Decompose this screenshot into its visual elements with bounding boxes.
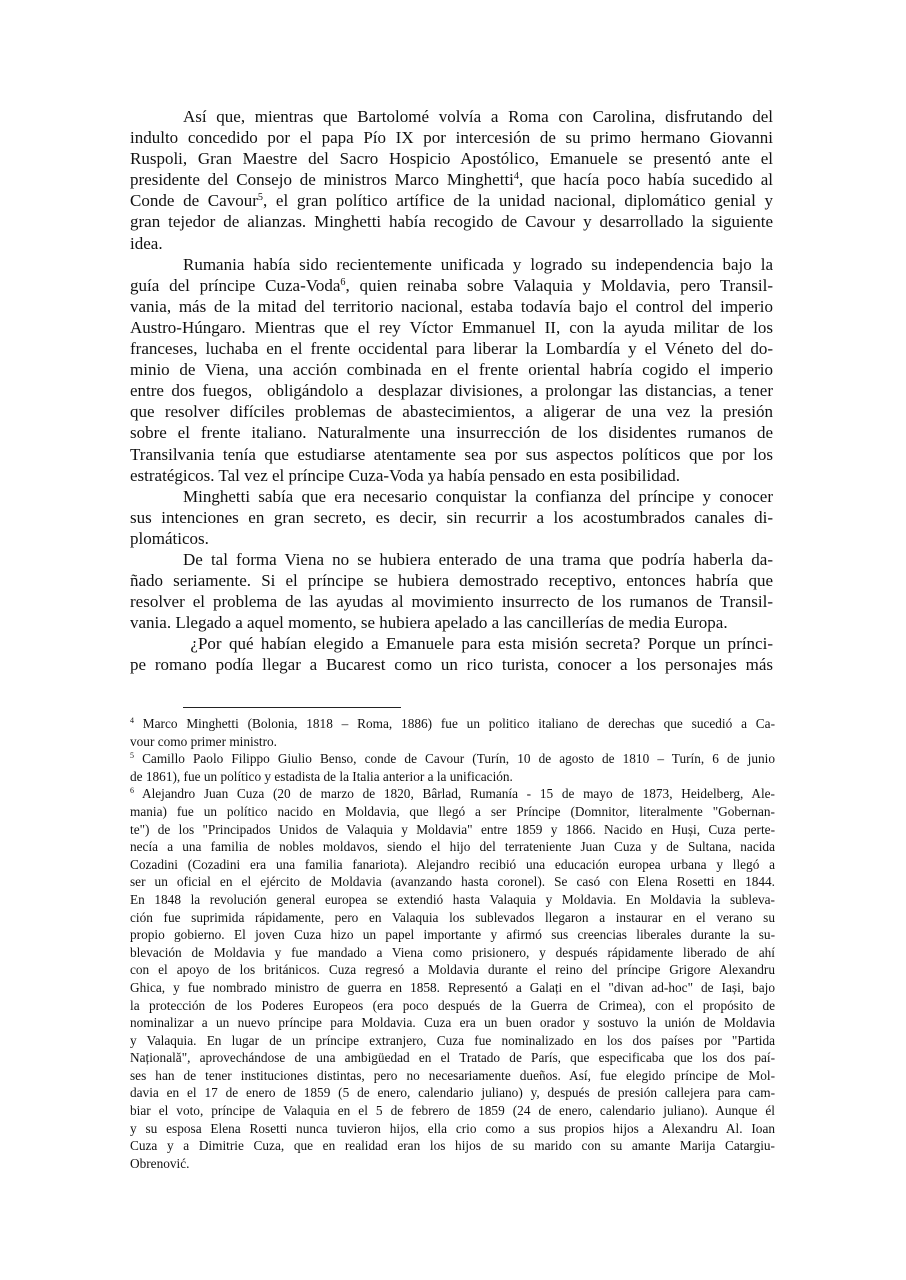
footnote-line [130,1137,775,1155]
footnote-line [130,1120,775,1138]
text-run: necía a una familia de nobles moldavos, siendo el hijo del terrateniente Juan Cuza y de Sultana, nacida [130,839,775,855]
body-line [130,444,773,465]
text-run: que resolver difíciles problemas de abastecimientos, a aligerar de una vez la presión [130,402,773,422]
footnote-line [130,838,775,856]
text-run: En 1848 la revolución general europea se extendió hasta Valaquia y Moldavia. En Moldavia la subleva- [130,891,775,907]
footnote-line [130,944,775,962]
body-line [130,654,773,675]
text-run: Minghetti sabía que era necesario conquistar la confianza del príncipe y conocer [183,486,773,506]
footnote-line [130,926,775,944]
text-run: vania. Llegado a aquel momento, se hubiera apelado a las cancillerías de media Europa. [130,613,728,633]
body-line [130,190,773,211]
text-run: Camillo Paolo Filippo Giulio Benso, conde de Cavour (Turín, 10 de agosto de 1810 – Turín, 6 de junio [133,751,775,767]
footnote-line [130,750,775,768]
text-run: franceses, luchaba en el frente occidental para liberar la Lombardía y el Véneto del do- [130,339,773,359]
body-line [130,486,773,507]
footnote-line [130,1014,775,1032]
footnote-reference: 6 [130,786,134,796]
text-run: gran tejedor de alianzas. Minghetti había recogido de Cavour y desarrollado la siguiente [130,212,773,232]
body-line [130,338,773,359]
text-run: propio gobierno. El joven Cuza hizo un papel importante y afirmó sus creencias liberales durante la su- [130,927,775,943]
body-line [130,591,773,612]
body-line [130,127,773,148]
footnote-line [130,997,775,1015]
text-run: davia en el 17 de enero de 1859 (5 de enero, calendario juliano) y, después de presión callejera para cam- [130,1085,775,1101]
text-run: Austro-Húngaro. Mientras que el rey Víctor Emmanuel II, con la ayuda militar de los [130,317,773,337]
text-run: estratégicos. Tal vez el príncipe Cuza-Voda ya había pensado en esta posibilidad. [130,465,681,485]
footnote-line [130,1155,775,1173]
footnote-line [130,715,775,733]
text-run: Rumania había sido recientemente unificada y logrado su independencia bajo la [183,254,773,274]
footnote-line [130,1102,775,1120]
text-run: , quien reinaba sobre Valaquia y Moldavia, pero Transil- [345,275,773,295]
text-run: con el apoyo de los británicos. Cuza regresó a Moldavia durante el reino del príncipe Grigore Alexandru [130,962,775,978]
body-line [130,211,773,232]
text-run: plomáticos. [130,528,209,548]
footnote-line [130,1049,775,1067]
body-text [130,106,773,676]
footnotes [130,715,775,1172]
text-run: entre dos fuegos, obligándolo a desplazar divisiones, a prolongar las distancias, a tener [130,381,773,401]
text-run: resolver el problema de las ayudas al movimiento insurrecto de los rumanos de Transil- [130,592,773,612]
text-run: Conde de Cavour [130,191,258,211]
text-run: nominalizar a un nuevo príncipe para Moldavia. Cuza era un buen orador y sostuvo la unión de Moldavia [130,1015,775,1031]
footnote-line [130,821,775,839]
body-line [130,612,773,633]
text-run: idea. [130,233,163,253]
text-run: pe romano podía llegar a Bucarest como un rico turista, conocer a los personajes más [130,655,773,675]
text-run: Națională", aprovechándose de una ambigüedad en el Tratado de París, que especificaba que los dos paí- [130,1050,775,1066]
text-run: , que hacía poco había sucedido al [519,170,774,190]
body-line [130,275,773,296]
body-line [130,528,773,549]
text-run: y su esposa Elena Rosetti nunca tuvieron hijos, ella crio como a sus propios hijos a Alexandru Al. Ioan [130,1120,775,1136]
footnote-line [130,1067,775,1085]
footnote-line [130,803,775,821]
footnote-reference: 5 [130,751,134,761]
text-run: indulto concedido por el papa Pío IX por intercesión de su primo hermano Giovanni [130,128,773,148]
footnote-line [130,961,775,979]
text-run: minio de Viena, una acción combinada en el frente oriental habría cogido el imperio [130,360,773,380]
footnote-line [130,891,775,909]
body-line [130,570,773,591]
body-line [130,169,773,190]
text-run: sobre el frente italiano. Naturalmente una insurrección de los disidentes rumanos de [130,423,773,443]
text-run: Cozadini (Cozadini era una familia fanariota). Alejandro recibió una educación europea urbana y llegó a [130,856,775,872]
footnote-reference: 6 [340,276,346,288]
text-run: Así que, mientras que Bartolomé volvía a Roma con Carolina, disfrutando del [183,107,773,126]
text-run: ser un oficial en el ejército de Moldavia (avanzando hasta coronel). Se casó con Elena Rosetti en 1844. [130,874,775,890]
text-run: ñado seriamente. Si el príncipe se hubiera demostrado receptivo, entonces habría que [130,571,773,591]
footnote-line [130,873,775,891]
body-line [130,633,773,654]
body-line [130,549,773,570]
text-run: Marco Minghetti (Bolonia, 1818 – Roma, 1886) fue un politico italiano de derechas que sucedió a Ca- [133,716,775,731]
text-run: vour como primer ministro. [130,733,277,749]
text-run: blevación de Moldavia y fue mandado a Viena como prisionero, y después rápidamente liberado de ahí [130,944,775,960]
footnote-line [130,909,775,927]
footnote-reference: 4 [513,171,519,183]
text-run: Cuza y a Dimitrie Cuza, que en realidad eran los hijos de su marido con su amante Marija Catargiu- [130,1138,775,1154]
body-line [130,465,773,486]
text-run: ción fue suprimida rápidamente, pero en Valaquia los sublevados llegaron a instaurar en el verano su [130,909,775,925]
body-line [130,296,773,317]
footnote-line [130,856,775,874]
text-run: biar el voto, príncipe de Valaquia en el 5 de febrero de 1859 (24 de enero, calendario juliano). Aunque él [130,1103,775,1119]
footnote-line [130,1032,775,1050]
text-run: De tal forma Viena no se hubiera enterado de una trama que podría haberla da- [183,549,773,569]
text-run: de 1861), fue un político y estadista de la Italia anterior a la unificación. [130,768,513,784]
text-run: Ruspoli, Gran Maestre del Sacro Hospicio Apostólico, Emanuele se presentó ante el [130,149,773,169]
text-run: ¿Por qué habían elegido a Emanuele para esta misión secreta? Porque un prínci- [183,634,773,654]
body-line [130,148,773,169]
body-line [130,401,773,422]
body-line [130,422,773,443]
footnote-line [130,733,775,751]
text-run: mania) fue un político nacido en Moldavia, que llegó a ser Príncipe (Domnitor, literalmente "Gobernan- [130,803,775,819]
footnote-separator [183,707,401,708]
text-run: Transilvania tenía que estudiarse atentamente sea por sus aspectos políticos que por los [130,444,773,464]
body-line [130,106,773,127]
body-line [130,359,773,380]
footnote-line [130,785,775,803]
body-line [130,254,773,275]
body-line [130,380,773,401]
text-run: vania, más de la mitad del territorio nacional, estaba todavía bajo el control del imperio [130,296,773,316]
body-line [130,317,773,338]
text-run: Alejandro Juan Cuza (20 de marzo de 1820, Bârlad, Rumanía - 15 de mayo de 1873, Heidelberg, Ale- [133,786,775,802]
text-run: sus intenciones en gran secreto, es decir, sin recurrir a los acostumbrados canales di- [130,507,773,527]
text-run: te") de los "Principados Unidos de Valaquia y Moldavia" entre 1859 y 1866. Nacido en Huși, Cuza perte- [130,821,775,837]
text-run: y Valaquia. En lugar de un príncipe extranjero, Cuza fue nominalizado en los dos países por "Partida [130,1032,775,1048]
text-run: la protección de los Poderes Europeos (era poco después de la Guerra de Crimea), con el propósito de [130,997,775,1013]
text-run: Ghica, y fue nombrado ministro de guerra en 1858. Representó a Galați en el "divan ad-hoc" de Iași, bajo [130,979,775,995]
text-run: presidente del Consejo de ministros Marco Minghetti [130,170,514,190]
footnote-line [130,768,775,786]
text-run: , el gran político artífice de la unidad nacional, diplomático genial y [262,191,773,211]
footnote-line [130,979,775,997]
text-run: ses han de tener instituciones distintas, pero no necesariamente dueños. Así, fue elegido príncipe de Mol- [130,1067,775,1083]
footnote-reference: 5 [257,192,263,204]
text-run: Obrenović. [130,1155,190,1171]
text-run: guía del príncipe Cuza-Voda [130,275,341,295]
body-line [130,233,773,254]
footnote-line [130,1084,775,1102]
body-line [130,507,773,528]
footnote-reference: 4 [130,716,134,726]
